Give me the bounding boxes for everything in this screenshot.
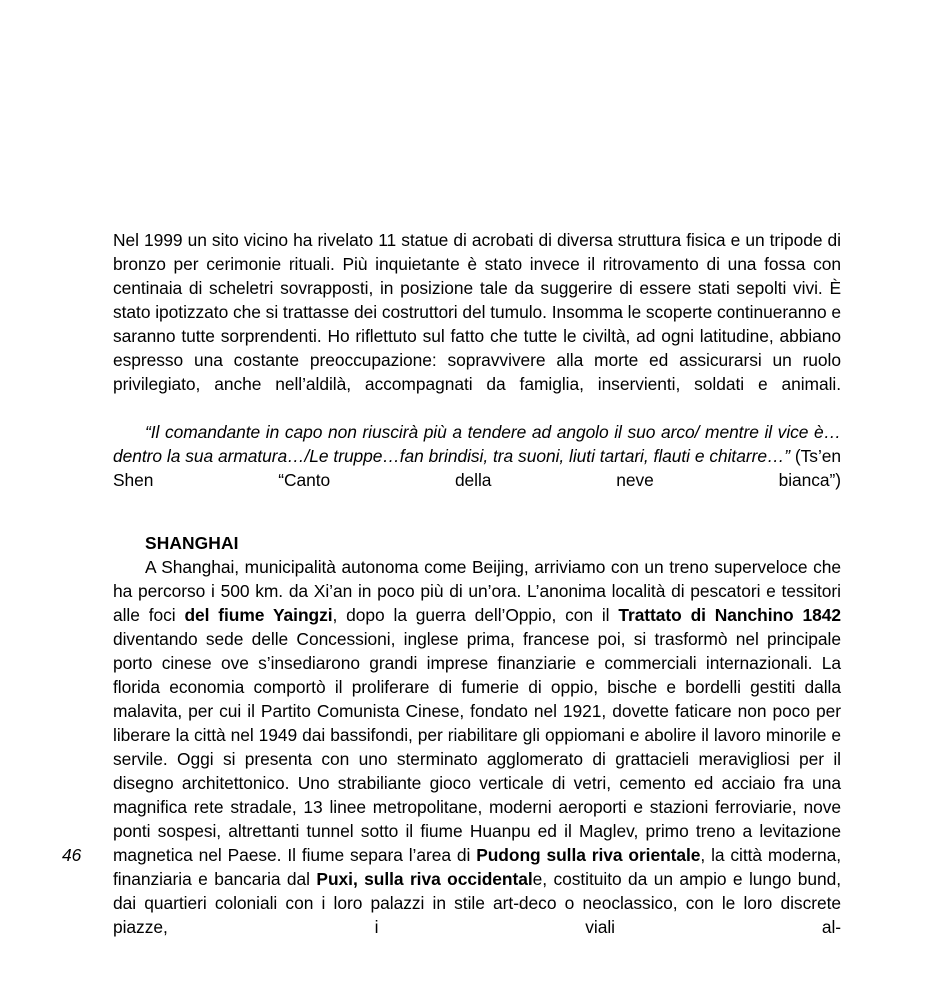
spacer-before-heading	[113, 517, 841, 531]
poem-quotation-italic: “Il comandante in capo non riuscirà più a tendere ad angolo il suo arco/ mentre il vice è…dentro la sua armatura…/Le truppe…fan brindisi, tra suoni, liuti tartari, flauti e chitarre…”	[113, 422, 841, 467]
bold-fiume-yaingzi: del fiume Yaingzi	[184, 604, 333, 625]
paragraph-intro: Nel 1999 un sito vicino ha rivelato 11 statue di acrobati di diversa struttura fisica e un tripode di bronzo per cerimonie rituali. Più inquietante è stato invece il ritrovamento di una fossa con centinaia di scheletri sovrapposti, in posizione tale da suggerire di essere stati sepolti vivi. È stato ipotizzato che si trattasse dei costruttori del tumulo. Insomma le scoperte continueranno e saranno tutte sorprendenti. Ho riflettuto sul fatto che tutte le civiltà, ad ogni latitudine, abbiano espresso una costante preoccupazione: sopravvivere alla morte ed assicurarsi un ruolo privilegiato, anche nell’aldilà, accompagnati da famiglia, inservienti, soldati e animali.	[113, 230, 841, 395]
paragraph-shanghai-run-3: diventando sede delle Concessioni, inglese prima, francese poi, si trasformò nel principale porto cinese ove s’insediarono grandi imprese finanziarie e commerciali internazionali. La florida economia comportò il proliferare di fumerie di oppio, bische e bordelli gestiti dalla malavita, per cui il Partito Comunista Cinese, fondato nel 1921, dovette faticare non poco per liberare la città nel 1949 dai bassifondi, per riabilitare gli oppiomani e abolire il lavoro minorile e servile. Oggi si presenta con uno sterminato agglomerato di grattacieli meravigliosi per il disegno architettonico. Uno strabiliante gioco verticale di vetri, cemento ed acciaio fra una magnifica rete stradale, 13 linee metropolitane, moderni aeroporti e stazioni ferroviarie, nove ponti sospesi, altrettanti tunnel sotto il fiume Huanpu ed il Maglev, primo treno a levitazione magnetica nel Paese. Il fiume separa l’area di	[113, 628, 841, 866]
paragraph-shanghai-run-1: A Shanghai, municipalità autonoma come Beijing, arriviamo con un treno superveloce che ha percorso i 500 km. da Xi’an in poco più di un’ora. L’anonima località di pescatori e tessitori alle foci	[113, 556, 841, 625]
paragraph-shanghai-run-5: e, costituito da un ampio e lungo bund, dai quartieri coloniali con i loro palazzi in stile art-deco o neoclassico, con le loro discrete piazze, i viali al-	[113, 869, 841, 938]
paragraph-shanghai-run-2: , dopo la guerra dell’Oppio, con il	[332, 604, 619, 625]
poem-quotation	[113, 420, 841, 516]
paragraph-shanghai	[113, 555, 841, 964]
bold-puxi-riva-occidentale: Puxi, sulla riva occidental	[316, 869, 533, 890]
paragraph-shanghai-run-4: , la città moderna, finanziaria e bancaria dal	[113, 845, 842, 890]
bold-pudong-riva-orientale: Pudong sulla riva orientale	[476, 845, 701, 866]
bold-trattato-di-nanchino: Trattato di Nanchino 1842	[618, 604, 841, 625]
poem-attribution: (Ts’en Shen “Canto della neve bianca”)	[113, 446, 842, 491]
section-heading-shanghai: SHANGHAI	[145, 532, 239, 553]
page-number: 46	[62, 845, 82, 865]
text-column	[113, 228, 841, 963]
